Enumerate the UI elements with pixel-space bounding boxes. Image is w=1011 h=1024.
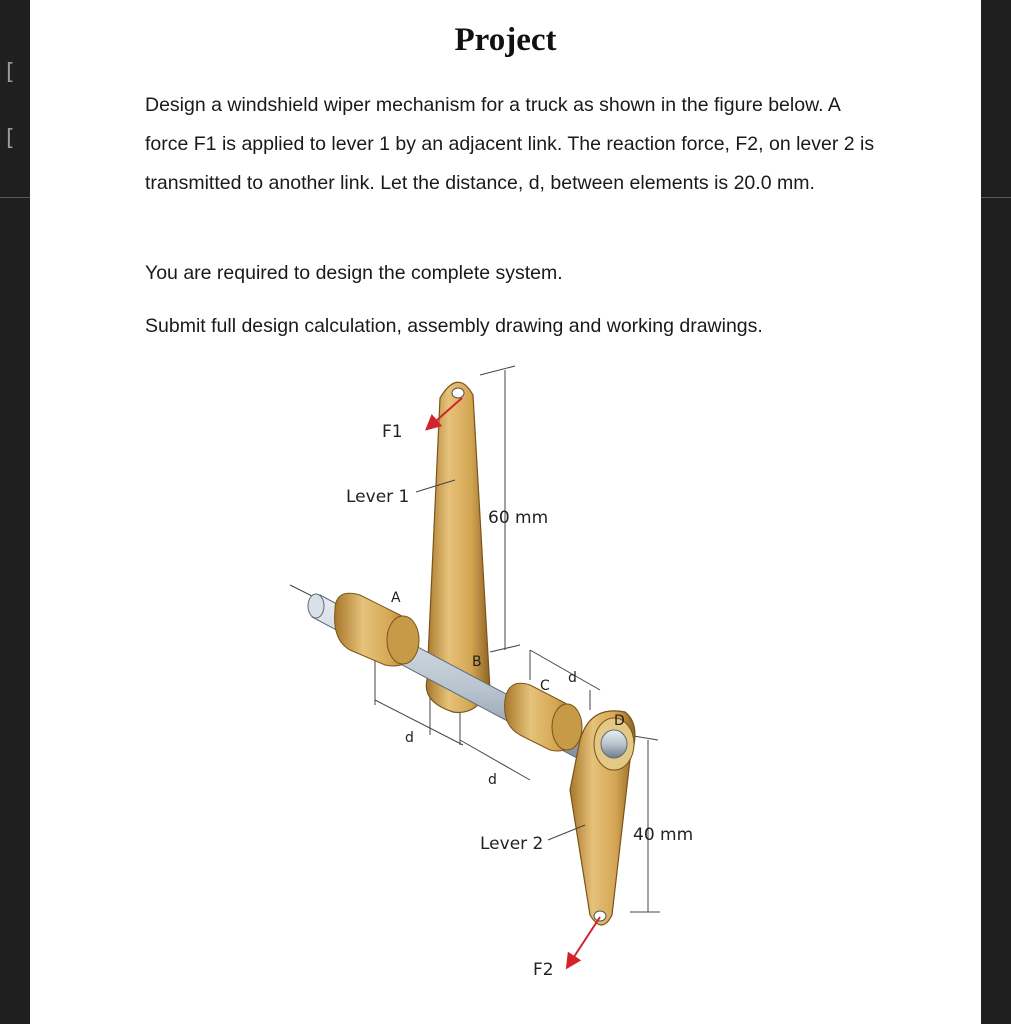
bearing-a [335, 593, 419, 666]
paragraph-submission: Submit full design calculation, assembly drawing and working drawings. [145, 315, 763, 337]
right-edge-divider [981, 197, 1011, 198]
label-lever-1: Lever 1 [346, 487, 410, 507]
label-point-d: D [614, 713, 625, 729]
left-screen-edge [0, 0, 30, 1024]
label-point-b: B [472, 654, 482, 670]
label-point-c: C [540, 678, 550, 694]
label-f1: F1 [382, 422, 403, 442]
left-edge-divider [0, 197, 30, 198]
paragraph-requirement: You are required to design the complete system. [145, 262, 563, 284]
document-page [30, 0, 981, 1024]
left-edge-bracket-icon: [ [6, 60, 15, 85]
wiper-mechanism-figure [30, 0, 981, 1024]
label-d-middle: d [488, 772, 497, 788]
label-d-left: d [405, 730, 414, 746]
label-point-a: A [391, 590, 401, 606]
right-screen-edge [981, 0, 1011, 1024]
lever-2 [570, 711, 635, 925]
label-dim-40mm: 40 mm [633, 825, 694, 845]
force-f2-arrow [568, 917, 600, 966]
label-f2: F2 [533, 960, 554, 980]
label-d-right: d [568, 670, 577, 686]
left-edge-bracket-icon: [ [6, 126, 15, 151]
paragraph-problem-statement: Design a windshield wiper mechanism for a truck as shown in the figure below. A force F1 is applied to lever 1 by an adjacent link. The reaction force, F2, on lever 2 is transmitted to another link. Let the distance, d, between elements is 20.0 mm. [145, 94, 875, 194]
label-dim-60mm: 60 mm [488, 508, 549, 528]
label-lever-2: Lever 2 [480, 834, 544, 854]
page-title: Project [454, 22, 557, 58]
